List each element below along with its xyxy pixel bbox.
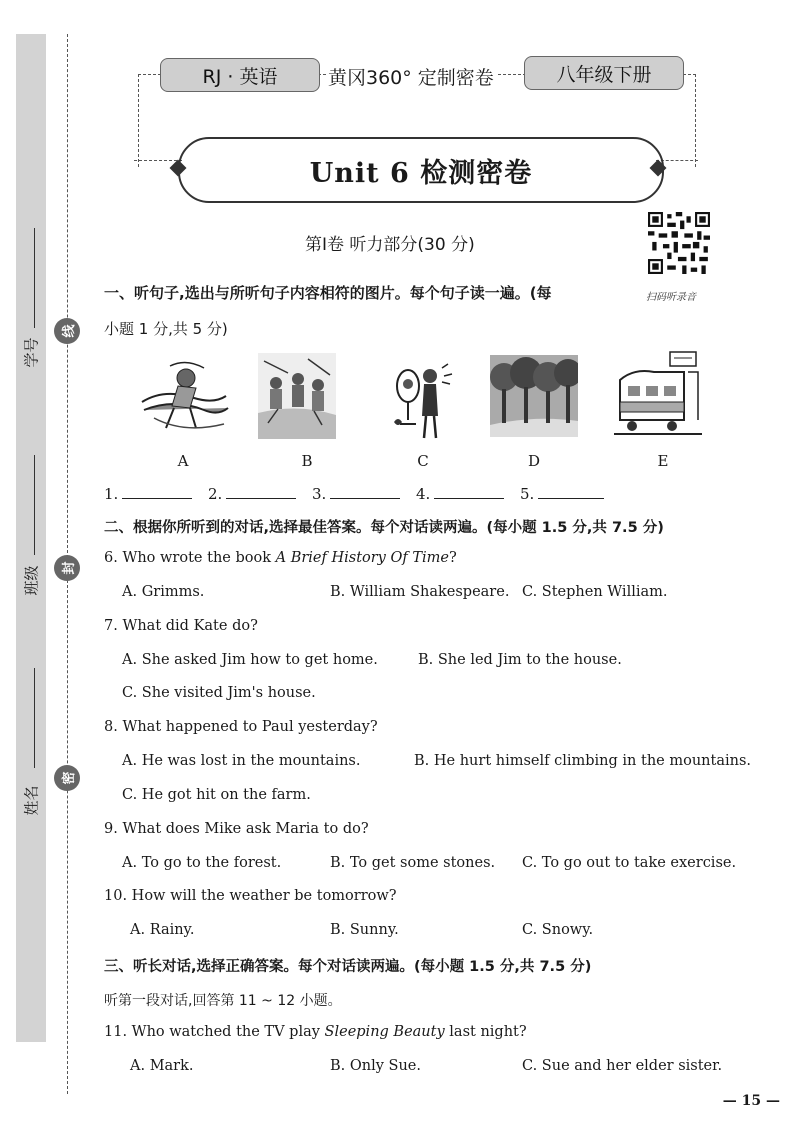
- answer-number: 2.: [208, 485, 223, 503]
- question-9: 9. What does Mike ask Maria to do?: [104, 821, 369, 837]
- answer-blank-5[interactable]: [520, 484, 604, 503]
- section1-title-line1: 一、听句子,选出与所听句子内容相符的图片。每个句子读一遍。(每: [104, 284, 552, 302]
- q10-option-c[interactable]: C. Snowy.: [522, 922, 594, 938]
- qr-code-icon[interactable]: [648, 212, 710, 274]
- answer-number: 5.: [520, 485, 535, 503]
- q11-option-c[interactable]: C. Sue and her elder sister.: [522, 1058, 723, 1074]
- q8-option-c[interactable]: C. He got hit on the farm.: [122, 787, 311, 803]
- seal-seal-mark: 封: [54, 555, 80, 581]
- name-line: [34, 668, 35, 768]
- class-label: 班级: [22, 565, 41, 596]
- book-title: A Brief History Of Time: [275, 550, 449, 566]
- q6-option-b[interactable]: B. William Shakespeare.: [330, 584, 510, 600]
- section2-title: 二、根据你所听到的对话,选择最佳答案。每个对话读两遍。(每小题 1.5 分,共 7.5 分): [104, 520, 664, 536]
- picture-a-monkey-king: [134, 358, 232, 436]
- answer-blank-1[interactable]: [104, 484, 192, 503]
- answer-number: 4.: [416, 485, 431, 503]
- q6-option-c[interactable]: C. Stephen William.: [522, 584, 668, 600]
- picture-label-b: B: [301, 452, 313, 470]
- seal-secret-mark: 密: [54, 765, 80, 791]
- q7-option-b[interactable]: B. She led Jim to the house.: [418, 652, 622, 668]
- qr-caption: 扫码听录音: [646, 292, 696, 303]
- question-11: 11. Who watched the TV play Sleeping Beauty last night?: [104, 1024, 527, 1040]
- unit-banner: Unit 6 检测密卷: [178, 137, 664, 203]
- question-10: 10. How will the weather be tomorrow?: [104, 888, 397, 904]
- q6-option-a[interactable]: A. Grimms.: [122, 584, 205, 600]
- answer-number: 3.: [312, 485, 327, 503]
- student-id-line: [34, 228, 35, 328]
- name-label: 姓名: [22, 785, 41, 816]
- picture-label-a: A: [177, 452, 189, 470]
- question-7: 7. What did Kate do?: [104, 618, 258, 634]
- q9-option-c[interactable]: C. To go out to take exercise.: [522, 855, 737, 871]
- answer-blank-4[interactable]: [416, 484, 504, 503]
- class-line: [34, 455, 35, 555]
- answer-blank-3[interactable]: [312, 484, 400, 503]
- q7-option-a[interactable]: A. She asked Jim how to get home.: [122, 652, 378, 668]
- picture-label-c: C: [417, 452, 429, 470]
- seal-line-mark: 线: [54, 318, 80, 344]
- q7-option-c[interactable]: C. She visited Jim's house.: [122, 685, 316, 701]
- picture-label-e: E: [657, 452, 669, 470]
- page-number: — 15 —: [722, 1093, 780, 1109]
- q9-option-b[interactable]: B. To get some stones.: [330, 855, 496, 871]
- question-8: 8. What happened to Paul yesterday?: [104, 719, 378, 735]
- q11-option-b[interactable]: B. Only Sue.: [330, 1058, 422, 1074]
- subject-pill: RJ · 英语: [160, 58, 320, 92]
- answer-blank-2[interactable]: [208, 484, 296, 503]
- student-id-label: 学号: [22, 337, 41, 368]
- series-title: 黄冈360° 定制密卷: [326, 63, 496, 90]
- q9-option-a[interactable]: A. To go to the forest.: [122, 855, 282, 871]
- section1-title-line2: 小题 1 分,共 5 分): [104, 320, 228, 338]
- binding-strip: [16, 34, 46, 1042]
- picture-label-d: D: [527, 452, 541, 470]
- picture-b-travelers: [258, 353, 336, 439]
- picture-c-man-mirror: [390, 358, 458, 440]
- section3-intro: 听第一段对话,回答第 11 ~ 12 小题。: [104, 993, 342, 1009]
- question-6: 6. Who wrote the book A Brief History Of Time?: [104, 550, 457, 566]
- q8-option-b[interactable]: B. He hurt himself climbing in the mountains.: [414, 753, 752, 769]
- picture-e-train-station: [614, 350, 702, 438]
- answer-number: 1.: [104, 485, 119, 503]
- picture-d-forest: [490, 355, 578, 437]
- part1-title: 第Ⅰ卷 听力部分(30 分): [305, 235, 475, 255]
- q8-option-a[interactable]: A. He was lost in the mountains.: [122, 753, 361, 769]
- grade-pill: 八年级下册: [524, 56, 684, 90]
- q10-option-b[interactable]: B. Sunny.: [330, 922, 399, 938]
- play-title: Sleeping Beauty: [324, 1024, 445, 1040]
- q11-option-a[interactable]: A. Mark.: [130, 1058, 194, 1074]
- section3-title: 三、听长对话,选择正确答案。每个对话读两遍。(每小题 1.5 分,共 7.5 分): [104, 959, 592, 975]
- q10-option-a[interactable]: A. Rainy.: [130, 922, 195, 938]
